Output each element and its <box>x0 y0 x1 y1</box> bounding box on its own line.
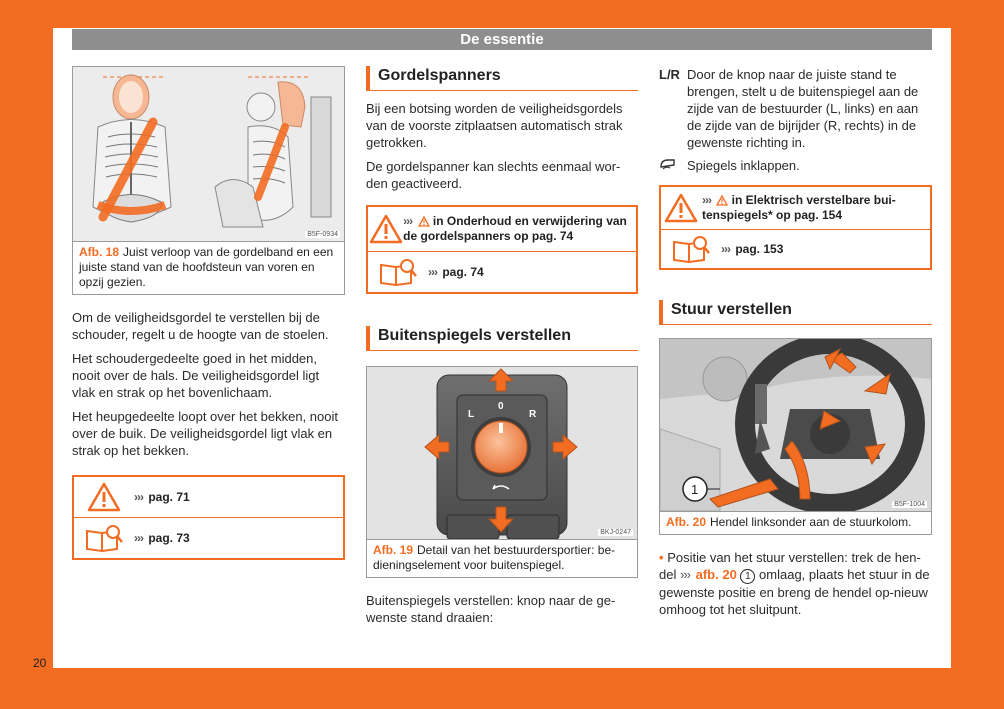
book-magnifier-icon <box>671 234 711 264</box>
col1-warning-ref[interactable] <box>74 477 343 517</box>
figure-19-number: Afb. 19 <box>373 543 414 557</box>
col2-reference-box <box>366 205 638 294</box>
figure-19-image <box>367 367 637 539</box>
warning-icon <box>716 195 728 206</box>
figure-19-code: BKJ-0247 <box>600 529 631 536</box>
figure-18-number: Afb. 18 <box>79 245 120 259</box>
col1-book-ref[interactable] <box>74 517 343 558</box>
figure-19 <box>366 366 638 578</box>
col2-paragraph-1: Bij een botsing worden de veiligheidsgordels van de voorste zitplaatsen automatisch strak getrokken. <box>366 101 623 150</box>
col3-book-ref[interactable] <box>661 229 930 268</box>
column-3 <box>659 66 932 625</box>
bullet: • <box>659 550 664 565</box>
column-2 <box>366 66 638 633</box>
col2-warning-ref[interactable] <box>368 207 636 251</box>
warning-icon <box>87 482 121 512</box>
figure-20-code: B5F-1004 <box>894 501 925 508</box>
col2-paragraph-3: Buitenspiegels verstellen: knop naar de ge-wenste stand draaien: <box>366 593 616 625</box>
warning-icon <box>418 216 430 227</box>
header-bar: De essentie <box>72 29 932 50</box>
col1-paragraph-3: Het heupgedeelte loopt over het bekken, nooit over de buik. De veiligheidsgordel ligt vlak en strak op het bekken. <box>72 409 338 458</box>
chevron-icon: ››› <box>428 264 437 279</box>
col2-warning-ref-text: in Onderhoud en verwijdering van de gordelspanners op pag. 74 <box>403 214 627 243</box>
book-magnifier-icon <box>84 523 124 553</box>
steering-wheel-illustration <box>660 339 931 511</box>
figure-18-caption <box>73 241 344 294</box>
col1-reference-box <box>72 475 345 560</box>
col1-book-ref-text: pag. 73 <box>148 530 190 545</box>
mirror-control-illustration <box>367 367 637 539</box>
col1-paragraph-1: Om de veiligheidsgordel te verstellen bij de schouder, regelt u de hoogte van de stoelen. <box>72 310 329 342</box>
page-number: 20 <box>33 656 47 670</box>
col2-book-ref[interactable] <box>368 251 636 292</box>
column-1 <box>72 66 345 560</box>
figure-20-caption <box>660 511 931 534</box>
col3-warning-ref[interactable] <box>661 187 930 229</box>
knob-label-l: L <box>468 409 475 420</box>
warning-icon <box>369 214 403 244</box>
figure-20-image <box>660 339 931 511</box>
knob-label-r: R <box>529 409 537 420</box>
chevron-icon: ››› <box>134 489 143 504</box>
col2-book-ref-text: pag. 74 <box>442 264 484 279</box>
section-title-buitenspiegels: Buitenspiegels verstellen <box>366 326 638 351</box>
section-title-gordelspanners: Gordelspanners <box>366 66 638 91</box>
knob-label-0: 0 <box>498 401 504 412</box>
chevron-icon: ››› <box>403 214 413 228</box>
figure-20-text: Hendel linksonder aan de stuurkolom. <box>710 515 912 529</box>
lr-item <box>659 66 932 151</box>
figure-20-number: Afb. 20 <box>666 515 707 529</box>
callout-circle: 1 <box>740 569 755 584</box>
col3-paragraph <box>659 549 932 618</box>
book-magnifier-icon <box>378 257 418 287</box>
lr-key: L/R <box>659 67 680 82</box>
col3-warning-ref-text: in Elektrisch verstelbare bui-tenspiegels* op pag. 154 <box>701 193 896 222</box>
figure-19-text: Detail van het bestuurdersportier: be-dieningselement voor buitenspiegel. <box>373 543 616 572</box>
col3-paragraph-b: omlaag, plaats het stuur in de gewenste positie en breng de hendel op-nieuw omhoog tot het sluitpunt. <box>659 567 930 617</box>
chevron-icon: ››› <box>721 241 730 256</box>
lr-text: Door de knop naar de juiste stand te brengen, stelt u de buitenspiegel aan de zijde van de bestuurder (L, links) en aan de zijde van de bijrijder (R, rechts) in de gewenste richting in. <box>687 67 919 150</box>
figure-18 <box>72 66 345 295</box>
fold-text: Spiegels inklappen. <box>687 158 800 173</box>
col1-warning-ref-text: pag. 71 <box>148 489 190 504</box>
seatbelt-illustration <box>73 67 344 241</box>
figure-19-caption <box>367 539 637 577</box>
figure-20-link[interactable]: afb. 20 <box>695 567 737 582</box>
col2-paragraph-2: De gordelspanner kan slechts eenmaal wor-den geactiveerd. <box>366 159 621 191</box>
col3-book-ref-text: pag. 153 <box>735 241 784 256</box>
figure-20 <box>659 338 932 535</box>
chevron-icon: ››› <box>679 567 690 582</box>
chevron-icon: ››› <box>701 193 711 207</box>
col3-paragraph-a: Positie van het stuur verstellen: trek de hen-del <box>659 550 921 582</box>
fold-item <box>659 157 932 175</box>
figure-18-text: Juist verloop van de gordelband en een juiste stand van de hoofdsteun van voren en opzij gezien. <box>79 245 334 289</box>
col1-paragraph-2: Het schoudergedeelte goed in het midden, nooit over de hals. De veiligheidsgordel ligt vlak en strak op het bovenlichaam. <box>72 351 320 400</box>
col3-reference-box <box>659 185 932 270</box>
mirror-fold-icon <box>659 157 677 171</box>
warning-icon <box>664 193 698 223</box>
section-title-stuur: Stuur verstellen <box>659 300 932 325</box>
figure-18-image <box>73 67 344 241</box>
figure-20-callout: 1 <box>691 482 699 497</box>
chevron-icon: ››› <box>134 530 143 545</box>
figure-18-code: B5F-0934 <box>307 231 338 238</box>
